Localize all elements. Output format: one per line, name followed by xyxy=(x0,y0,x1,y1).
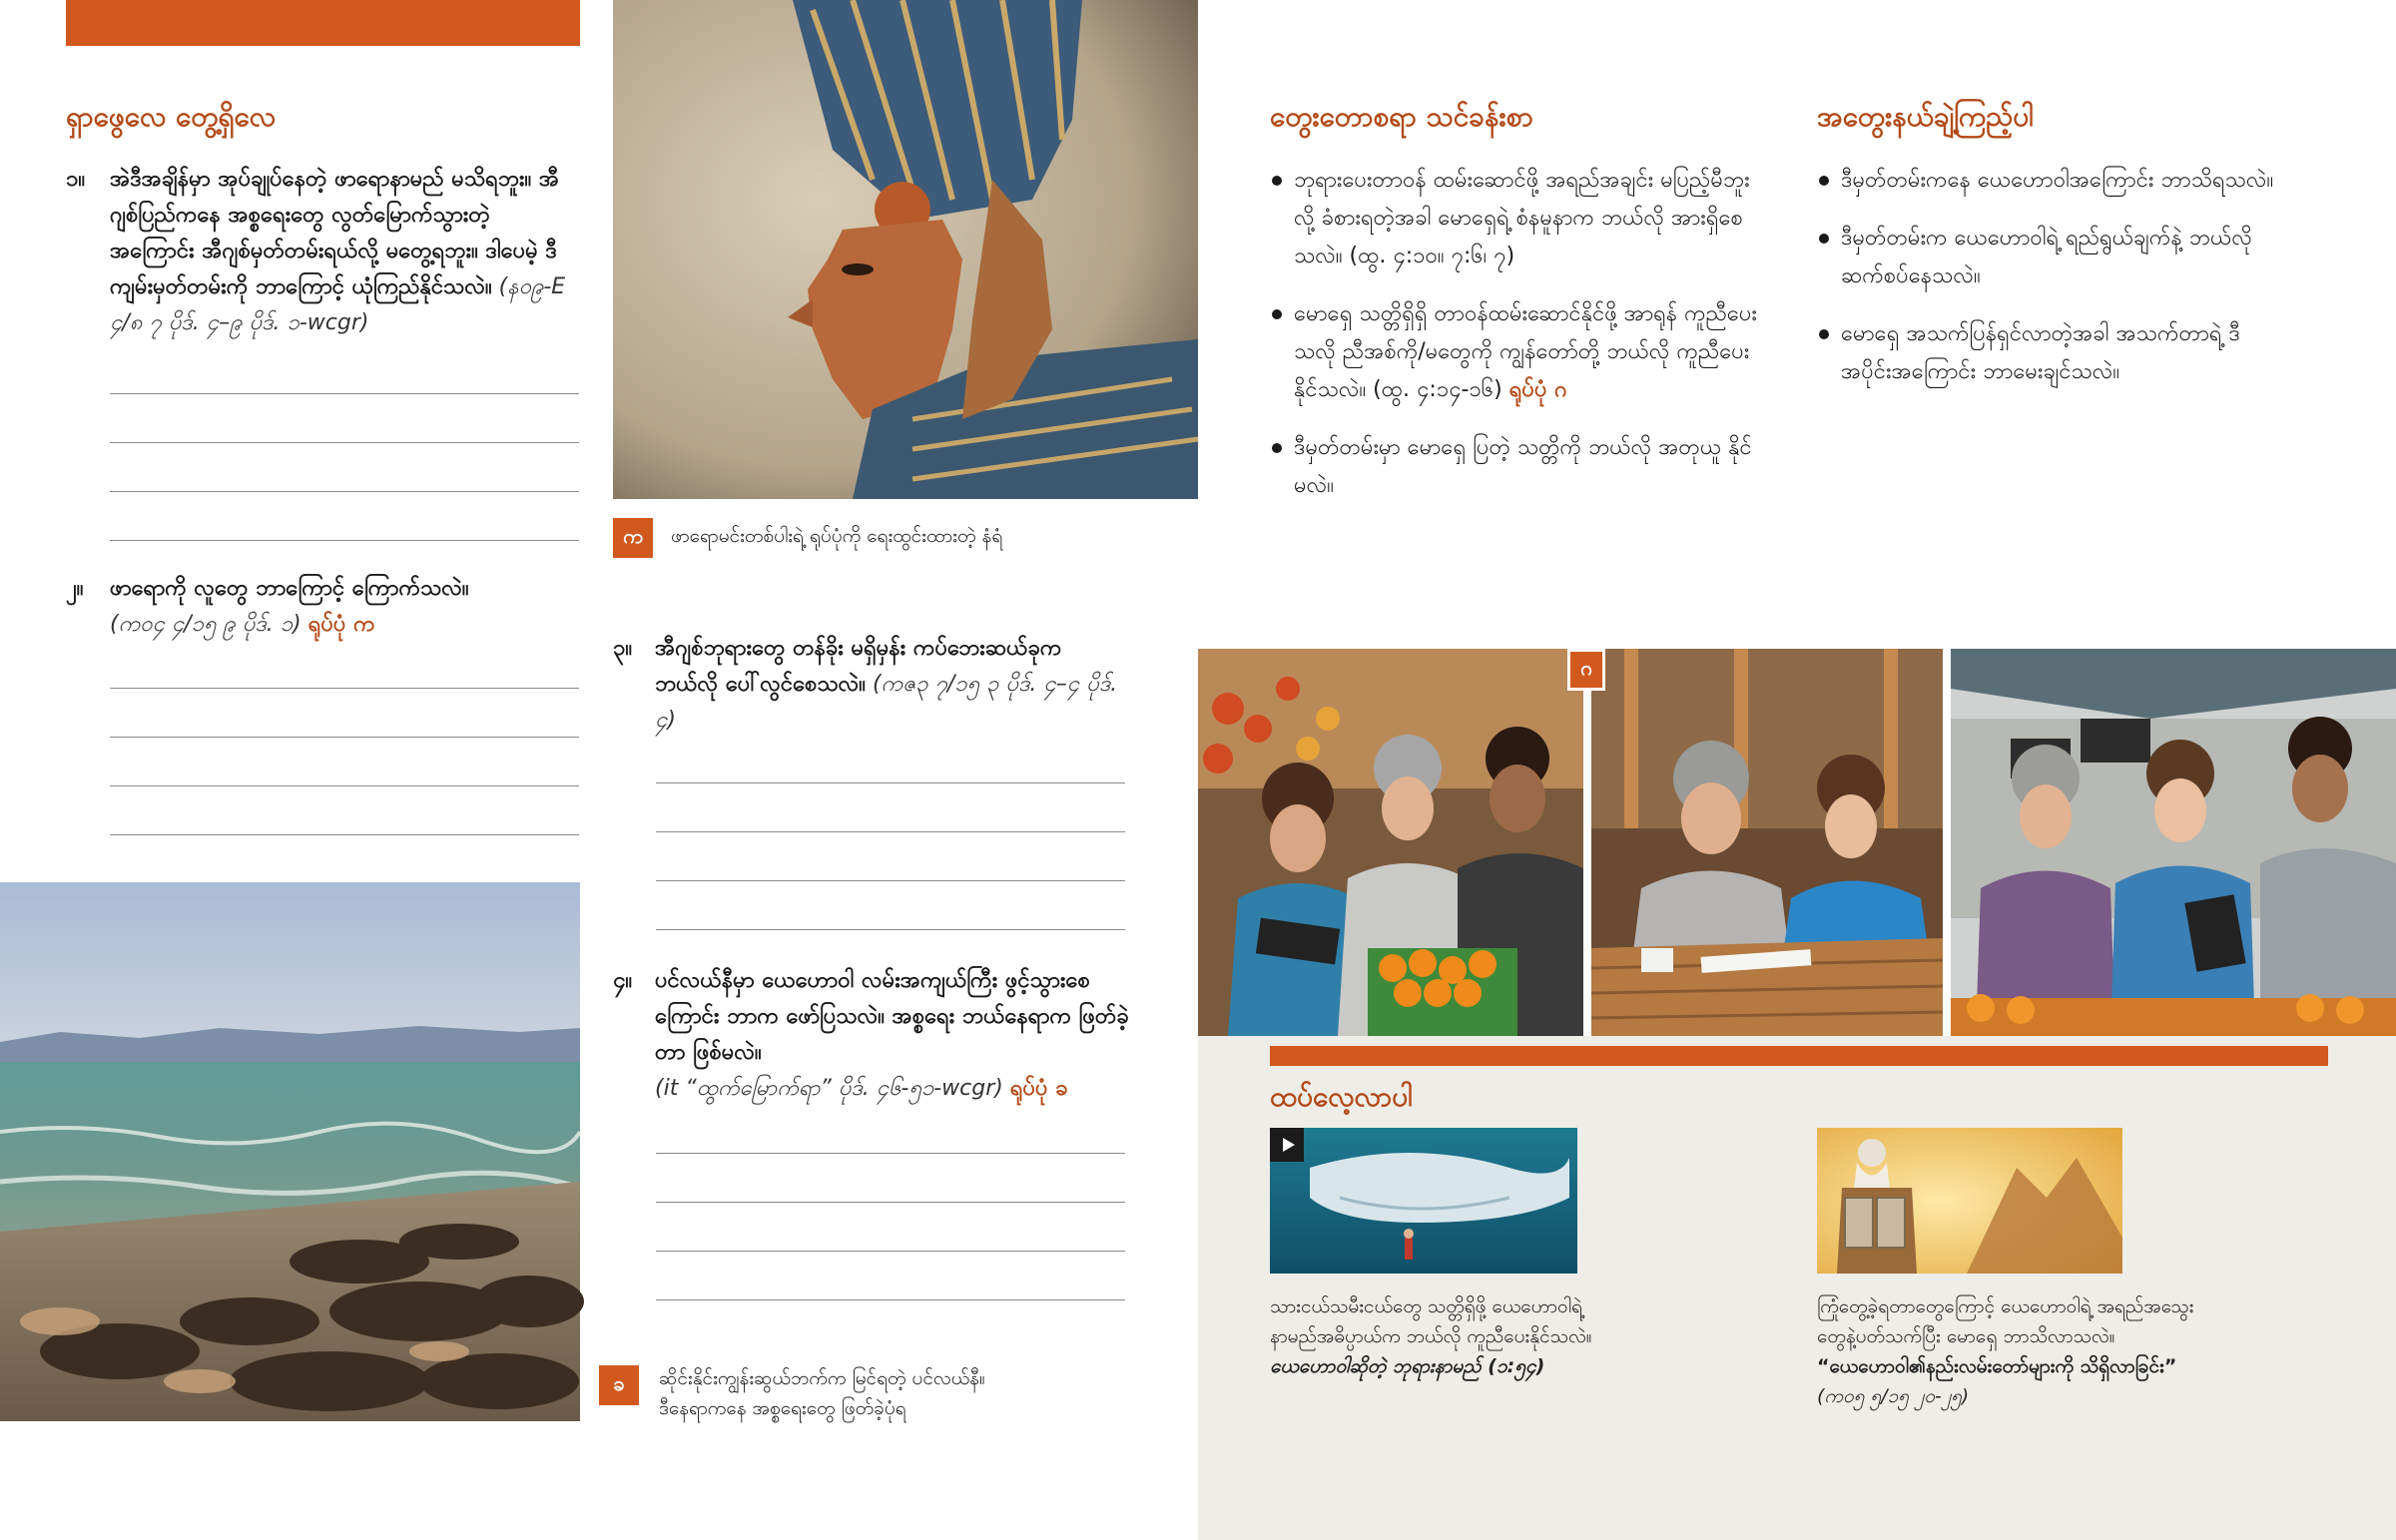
video-title-link[interactable]: ယေဟောဝါဆိုတဲ့ ဘုရားနာမည် (၁:၅၄) xyxy=(1270,1355,1545,1377)
section-heading-search: ရှာဖွေလေ တွေ့ရှိလေ xyxy=(66,100,276,133)
answer-line xyxy=(656,1153,1125,1154)
sea-photo-caption xyxy=(659,1363,1178,1423)
list-item: ဒီမှတ်တမ်းမှာ မောရှေ ပြတဲ့ သတ္တိကို ဘယ်လို အတုယူ နိုင်မလဲ။ xyxy=(1270,429,1764,505)
picture-link[interactable]: ရုပ်ပုံ ဂ xyxy=(1508,377,1567,402)
list-item: ဒီမှတ်တမ်းကနေ ယေဟောဝါအကြောင်း ဘာသိရသလဲ။ xyxy=(1817,162,2276,200)
caption-line: ကြုံတွေ့ခဲ့ရတာတွေကြောင့် ယေဟောဝါရဲ့ အရည်အသွေး xyxy=(1817,1295,2194,1317)
figure-badge: ခ xyxy=(599,1365,639,1405)
section-heading-further-study: ထပ်လေ့လာပါ xyxy=(1270,1080,1414,1113)
question-reference: (နဝ၉-E ၄/၈ ၇ ပိုဒ်. ၄–၉ ပိုဒ်. ၁-wcgr) xyxy=(110,274,566,335)
question-number: ၂။ xyxy=(66,576,84,601)
street-ministry-photo xyxy=(1951,649,2396,1036)
think-further-list xyxy=(1817,162,2276,411)
question-3 xyxy=(613,631,1132,739)
question-number: ၃။ xyxy=(613,636,633,661)
answer-line xyxy=(110,688,579,689)
answer-line xyxy=(110,442,579,443)
answer-line xyxy=(110,834,579,835)
figure-badge: ဂ xyxy=(1567,649,1605,691)
caption-line: သားငယ်သမီးငယ်တွေ သတ္တိရှိဖို့ ယေဟောဝါရဲ့ xyxy=(1270,1295,1582,1317)
question-number: ၄။ xyxy=(613,968,633,993)
red-sea-photo xyxy=(0,882,580,1421)
caption-line: ဒီနေရာကနေ အစ္စရေးတွေ ဖြတ်ခဲ့ပုံရ xyxy=(659,1397,906,1419)
answer-line xyxy=(656,880,1125,881)
list-item: ဘုရားပေးတာဝန် ထမ်းဆောင်ဖို့ အရည်အချင်း မပြည့်မီဘူး လို့ ခံစားရတဲ့အခါ မောရှေရဲ့ စံနမူနာက ဘယ်လို အားရှိစေသလဲ။ (ထွ. ၄:၁၀။ ၇:၆၊ ၇) xyxy=(1270,162,1764,275)
question-text: ပင်လယ်နီမှာ ယေဟောဝါ လမ်းအကျယ်ကြီး ဖွင့်သွားစေကြောင်း ဘာက ဖော်ပြသလဲ။ အစ္စရေး ဘယ်နေရာက ဖြတ်ခဲ့တာ ဖြစ်မလဲ။ xyxy=(655,968,1129,1065)
cafe-conversation-photo xyxy=(1580,649,1943,1036)
answer-line xyxy=(656,831,1125,832)
question-4 xyxy=(613,963,1132,1107)
play-icon[interactable] xyxy=(1270,1128,1304,1162)
figure-badge: က xyxy=(613,518,653,558)
caption-line: တွေနဲ့ပတ်သက်ပြီး မောရှေ ဘာသိလာသလဲ။ xyxy=(1817,1325,2115,1347)
list-item: မောရှေ အသက်ပြန်ရှင်လာတဲ့အခါ အသက်တာရဲ့ ဒီအပိုင်းအကြောင်း ဘာမေးချင်သလဲ။ xyxy=(1817,315,2276,391)
answer-line xyxy=(110,540,579,541)
question-reference: (it “ထွက်မြောက်ရာ” ပိုဒ်. ၄၆-၅၁-wcgr) xyxy=(655,1076,1003,1101)
answer-line xyxy=(656,929,1125,930)
answer-line xyxy=(656,782,1125,783)
section-heading-lessons: တွေးတောစရာ သင်ခန်းစာ xyxy=(1270,100,1533,133)
question-2 xyxy=(66,571,580,643)
top-orange-bar xyxy=(66,0,580,46)
question-1 xyxy=(66,162,580,341)
video-caption xyxy=(1270,1291,1769,1381)
question-text: အီဂျစ်ဘုရားတွေ တန်ခိုး မရှိမှန်း ကပ်ဘေးဆယ်ခုက ဘယ်လို ပေါ်လွင်စေသလဲ။ xyxy=(655,636,1062,697)
article-caption xyxy=(1817,1291,2356,1411)
question-number: ၁။ xyxy=(66,167,86,192)
question-reference: (ကဝ၄ ၄/၁၅ ၉ ပိုဒ်. ၁) xyxy=(110,612,301,637)
answer-line xyxy=(110,491,579,492)
article-thumbnail[interactable] xyxy=(1817,1128,2122,1274)
answer-line xyxy=(656,1202,1125,1203)
answer-line xyxy=(656,1299,1125,1300)
article-title-link[interactable]: “ယေဟောဝါ၏နည်းလမ်းတော်များကို သိရှိလာခြင်း” xyxy=(1817,1355,2177,1377)
answer-line xyxy=(110,785,579,786)
lessons-list xyxy=(1270,162,1764,525)
picture-link[interactable]: ရုပ်ပုံ ခ xyxy=(1009,1076,1068,1101)
list-item: မောရှေ သတ္တိရှိရှိ တာဝန်ထမ်းဆောင်နိုင်ဖို့ အာရုန် ကူညီပေးသလို ညီအစ်ကို/မတွေကို ကျွန်တော်တို့ ဘယ်လို ကူညီပေးနိုင်သလဲ။ (ထွ. ၄:၁၄-၁၆) ရုပ်ပုံ ဂ xyxy=(1270,295,1764,409)
video-thumbnail[interactable] xyxy=(1270,1128,1577,1274)
answer-line xyxy=(110,737,579,738)
list-item: ဒီမှတ်တမ်းက ယေဟောဝါရဲ့ ရည်ရွယ်ချက်နဲ့ ဘယ်လို ဆက်စပ်နေသလဲ။ xyxy=(1817,220,2276,295)
caption-line: ဆိုင်းနိုင်းကျွန်းဆွယ်ဘက်က မြင်ရတဲ့ ပင်လယ်နီ။ xyxy=(659,1367,985,1389)
answer-line xyxy=(110,393,579,394)
answer-line xyxy=(656,1251,1125,1252)
question-text: ဖာရောကို လူတွေ ဘာကြောင့် ကြောက်သလဲ။ xyxy=(110,576,469,601)
section-heading-think-further: အတွေးနယ်ချဲ့ကြည့်ပါ xyxy=(1817,100,2035,133)
picture-link[interactable]: ရုပ်ပုံ က xyxy=(307,612,375,637)
photo-caption: ဖာရောမင်းတစ်ပါးရဲ့ ရုပ်ပုံကို ရေးထွင်းထားတဲ့ နံရံ xyxy=(671,525,1003,547)
article-reference: (ကဝ၅ ၅/၁၅ ၂၀-၂၅) xyxy=(1817,1385,1970,1407)
pharaoh-relief-photo xyxy=(613,0,1198,499)
question-reference: (ကဇ၃ ၇/၁၅ ၃ ပိုဒ်. ၄–၄ ပိုဒ်. ၄) xyxy=(655,672,1118,733)
caption-line: နာမည်အဓိပ္ပာယ်က ဘယ်လို ကူညီပေးနိုင်သလဲ။ xyxy=(1270,1325,1592,1347)
market-ministry-photo xyxy=(1198,649,1583,1036)
further-study-bar xyxy=(1270,1046,2328,1066)
question-text: အဲဒီအချိန်မှာ အုပ်ချုပ်နေတဲ့ ဖာရောနာမည် မသိရဘူး။ အီဂျစ်ပြည်ကနေ အစ္စရေးတွေ လွတ်မြောက်သွားတဲ့ အကြောင်း အီဂျစ်မှတ်တမ်းရယ်လို့ မတွေ့ရဘူး။ ဒါပေမဲ့ ဒီကျမ်းမှတ်တမ်းကို ဘာကြောင့် ယုံကြည်နိုင်သလဲ။ xyxy=(110,167,560,299)
